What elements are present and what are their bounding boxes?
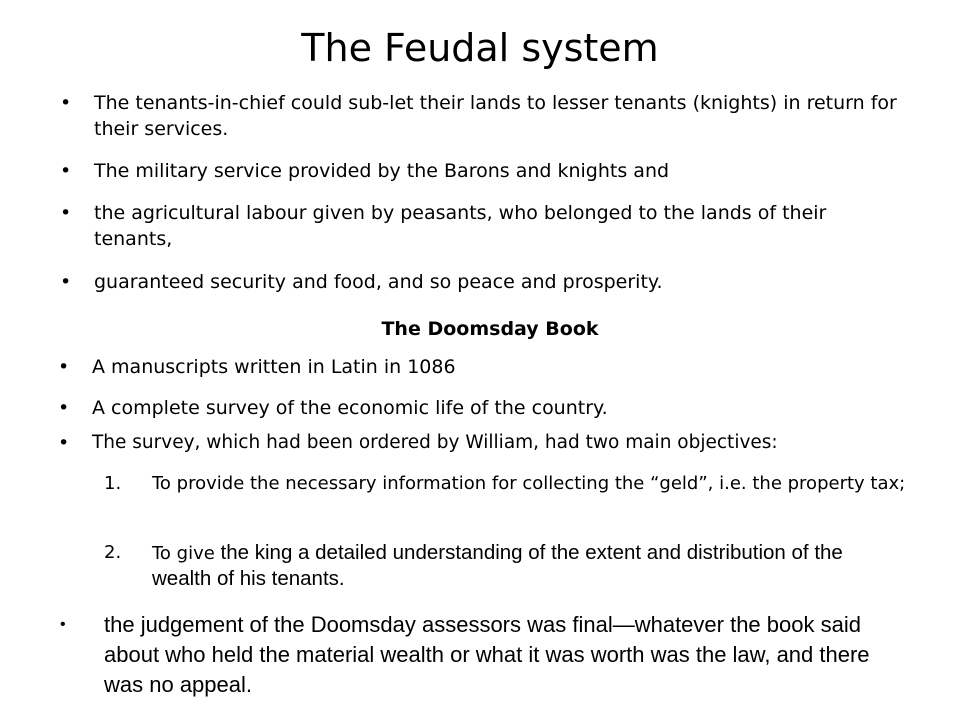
feudal-bullet-text: The tenants-in-chief could sub-let their lands to lesser tenants (knights) in return for their services. [94,92,897,140]
doomsday-bullet-text: The survey, which had been ordered by William, had two main objectives: [92,432,778,453]
feudal-bullet-1 [60,90,914,142]
objective-number: 1. [104,473,122,494]
slide-title: The Feudal system [301,26,659,70]
bullet-icon: • [58,432,70,454]
doomsday-bullet-text: A manuscripts written in Latin in 1086 [92,356,456,378]
objective-text-rest: the king a detailed understanding of the extent and distribution of the wealth of his tenants. [152,541,843,590]
feudal-bullet-text: The military service provided by the Barons and knights and [94,160,670,182]
objective-1 [104,471,932,496]
feudal-bullet-text: guaranteed security and food, and so peace and prosperity. [94,271,663,293]
bullet-icon: • [58,356,70,378]
objective-text: To provide the necessary information for collecting the “geld”, i.e. the property tax; [152,473,906,494]
objective-text-lead: To give [152,543,221,564]
doomsday-bullet-3 [58,430,942,456]
doomsday-heading: The Doomsday Book [381,318,599,340]
bullet-icon: • [60,616,66,633]
feudal-bullet-4 [60,269,914,295]
bullet-icon: • [60,271,72,293]
feudal-bullet-3 [60,200,894,252]
doomsday-bullet-2 [58,395,912,421]
bullet-icon: • [60,160,72,182]
bullet-icon: • [58,397,70,419]
bullet-icon: • [60,202,72,224]
feudal-bullet-text: the agricultural labour given by peasants, who belonged to the lands of their tenants, [94,202,827,250]
objective-number: 2. [104,542,122,563]
doomsday-bullet-1 [58,354,912,380]
bullet-icon: • [60,92,72,114]
final-bullet-text: the judgement of the Doomsday assessors was final—whatever the book said about who held the material wealth or what it was worth was the law, and there was no appeal. [104,612,870,697]
feudal-bullet-2 [60,158,914,184]
final-bullet [60,610,914,700]
objective-2 [104,540,872,592]
doomsday-bullet-text: A complete survey of the economic life of the country. [92,397,608,419]
